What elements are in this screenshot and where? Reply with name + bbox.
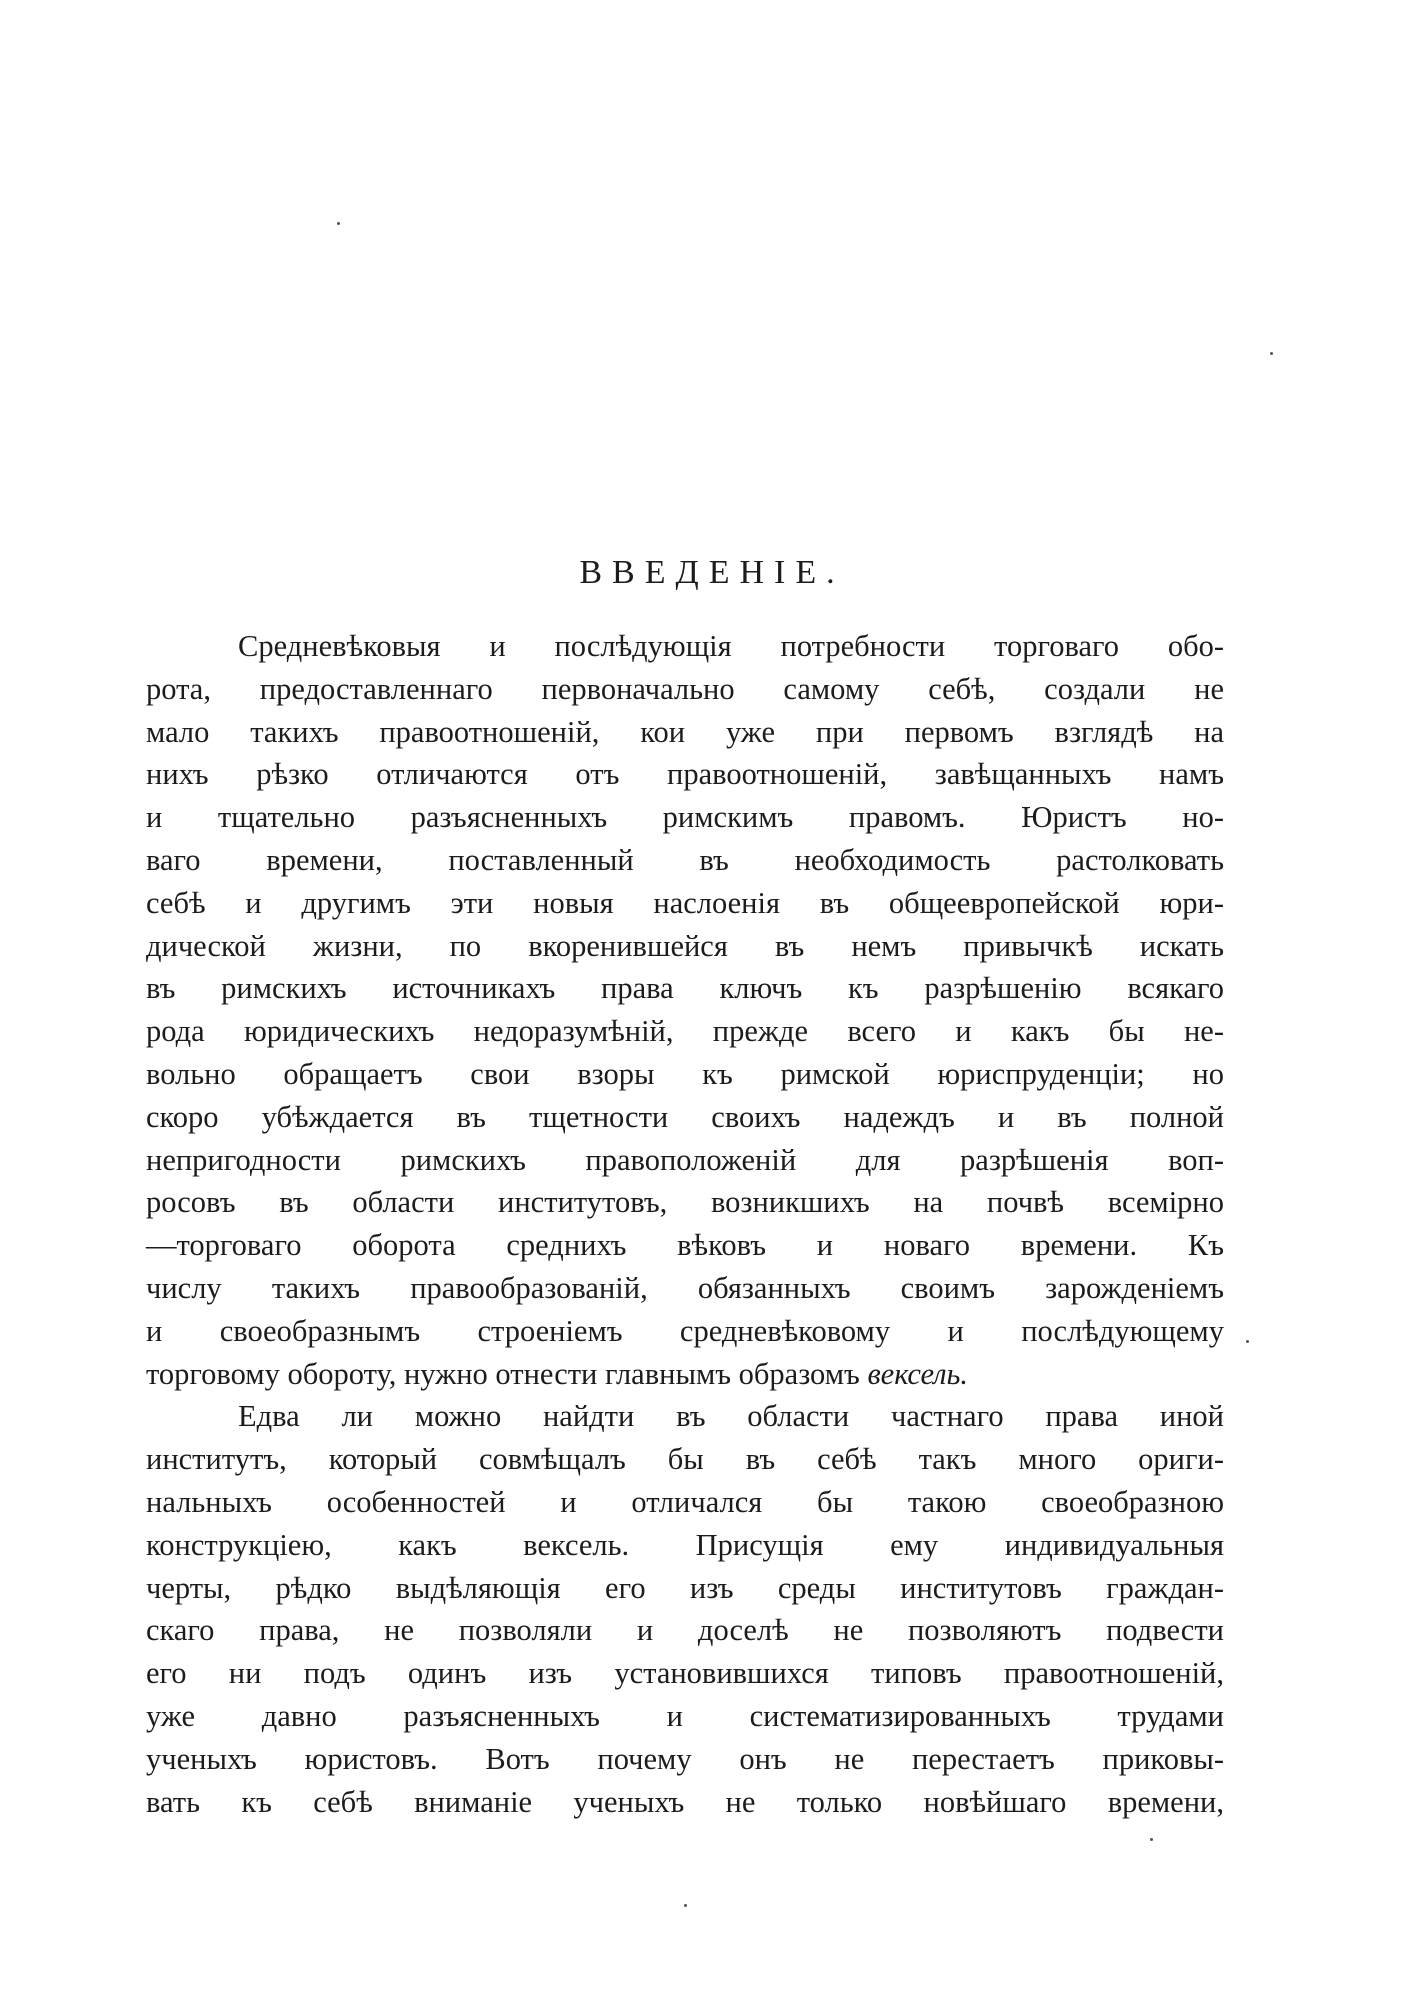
- text-line: дической жизни, по вкоренившейся въ немъ привычкѣ искать: [146, 928, 1224, 963]
- scan-speck: [337, 222, 340, 225]
- text-line: себѣ и другимъ эти новыя наслоенія въ общеевропейской юри-: [146, 885, 1224, 920]
- text-line: черты, рѣдко выдѣляющія его изъ среды институтовъ граждан-: [146, 1570, 1224, 1605]
- text-line: вольно обращаетъ свои взоры къ римской юриспруденціи; но: [146, 1056, 1224, 1091]
- paragraph-2: [146, 1395, 1224, 1823]
- text-line: скаго права, не позволяли и доселѣ не позволяютъ подвести: [146, 1613, 1224, 1648]
- body-text: [146, 625, 1224, 1823]
- text-line: уже давно разъясненныхъ и систематизированныхъ трудами: [146, 1698, 1224, 1733]
- text-line: въ римскихъ источникахъ права ключъ къ разрѣшенію всякаго: [146, 971, 1224, 1006]
- text-line: торговому обороту, нужно отнести главнымъ образомъ вексель.: [146, 1356, 969, 1391]
- text-line: —торговаго оборота среднихъ вѣковъ и новаго времени. Къ: [146, 1228, 1224, 1263]
- italic-term: вексель.: [867, 1356, 969, 1391]
- text-line: ученыхъ юристовъ. Вотъ почему онъ не перестаетъ приковы-: [146, 1741, 1224, 1776]
- scan-speck: [1246, 1340, 1249, 1343]
- text-line: и тщательно разъясненныхъ римскимъ правомъ. Юристъ но-: [146, 800, 1224, 835]
- text-line: нальныхъ особенностей и отличался бы такою своеобразною: [146, 1484, 1224, 1519]
- chapter-heading: ВВЕДЕНІЕ.: [579, 554, 845, 591]
- text-line: институтъ, который совмѣщалъ бы въ себѣ такъ много ориги-: [146, 1442, 1224, 1477]
- text-line: и своеобразнымъ строеніемъ средневѣковому и послѣдующему: [146, 1313, 1224, 1348]
- text-line: рода юридическихъ недоразумѣній, прежде всего и какъ бы не-: [146, 1014, 1224, 1049]
- scan-speck: [684, 1904, 687, 1907]
- text-line: мало такихъ правоотношеній, кои уже при первомъ взглядѣ на: [146, 714, 1224, 749]
- text-line: росовъ въ области институтовъ, возникшихъ на почвѣ всемірно: [146, 1185, 1224, 1220]
- text-line: Едва ли можно найдти въ области частнаго права иной: [238, 1399, 1224, 1434]
- paragraph-1: [146, 625, 1224, 1395]
- text-line: его ни подъ одинъ изъ установившихся типовъ правоотношеній,: [146, 1656, 1224, 1691]
- text-line: рота, предоставленнаго первоначально самому себѣ, создали не: [146, 671, 1224, 706]
- text-line: ваго времени, поставленный въ необходимость растолковать: [146, 842, 1224, 877]
- text-line: нихъ рѣзко отличаются отъ правоотношеній, завѣщанныхъ намъ: [146, 757, 1224, 792]
- text-line: конструкціею, какъ вексель. Присущія ему индивидуальныя: [146, 1527, 1224, 1562]
- text-line: непригодности римскихъ правоположеній для разрѣшенія воп-: [146, 1142, 1224, 1177]
- text-line: числу такихъ правообразованій, обязанныхъ своимъ зарожденіемъ: [146, 1270, 1224, 1305]
- scan-speck: [1150, 1838, 1153, 1841]
- scan-speck: [1270, 352, 1273, 355]
- text-line: Средневѣковыя и послѣдующія потребности торговаго обо-: [238, 629, 1224, 663]
- text-line: вать къ себѣ вниманіе ученыхъ не только новѣйшаго времени,: [146, 1784, 1224, 1819]
- text-line: скоро убѣждается въ тщетности своихъ надеждъ и въ полной: [146, 1099, 1224, 1134]
